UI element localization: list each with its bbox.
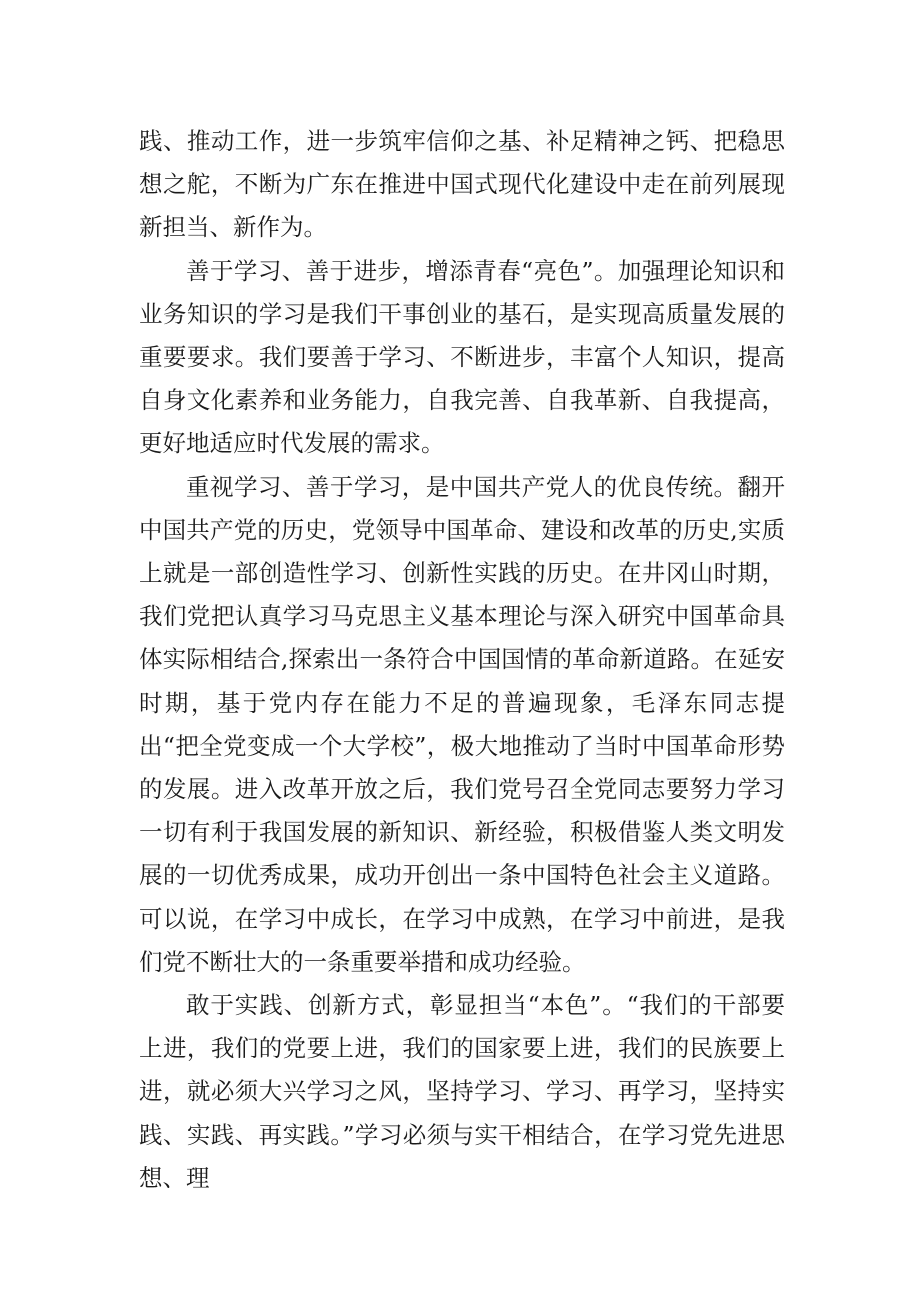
paragraph-practice-innovation: 敢于实践、创新方式，彰显担当“本色”。“我们的干部要上进，我们的党要上进，我们的国家要上进，我们的民族要上进，就必须大兴学习之风，坚持学习、学习、再学习，坚持实践、实践、再实践。”学习必须与实干相结合，在学习党先进思想、理 [139, 991, 785, 1192]
document-body [139, 120, 785, 1200]
paragraph-continuation: 践、推动工作，进一步筑牢信仰之基、补足精神之钙、把稳思想之舵，不断为广东在推进中国式现代化建设中走在前列展现新担当、新作为。 [139, 127, 785, 242]
paragraph-party-tradition: 重视学习、善于学习，是中国共产党人的优良传统。翻开中国共产党的历史，党领导中国革命、建设和改革的历史,实质上就是一部创造性学习、创新性实践的历史。在井冈山时期，我们党把认真学习马克思主义基本理论与深入研究中国革命具体实际相结合,探索出一条符合中国国情的革命新道路。在延安时期，基于党内存在能力不足的普遍现象，毛泽东同志提出“把全党变成一个大学校”，极大地推动了当时中国革命形势的发展。进入改革开放之后，我们党号召全党同志要努力学习一切有利于我国发展的新知识、新经验，积极借鉴人类文明发展的一切优秀成果，成功开创出一条中国特色社会主义道路。可以说，在学习中成长，在学习中成熟，在学习中前进，是我们党不断壮大的一条重要举措和成功经验。 [139, 472, 785, 976]
paragraph-learning-progress: 善于学习、善于进步，增添青春“亮色”。加强理论知识和业务知识的学习是我们干事创业的基石，是实现高质量发展的重要要求。我们要善于学习、不断进步，丰富个人知识，提高自身文化素养和业务能力，自我完善、自我革新、自我提高，更好地适应时代发展的需求。 [139, 256, 785, 458]
